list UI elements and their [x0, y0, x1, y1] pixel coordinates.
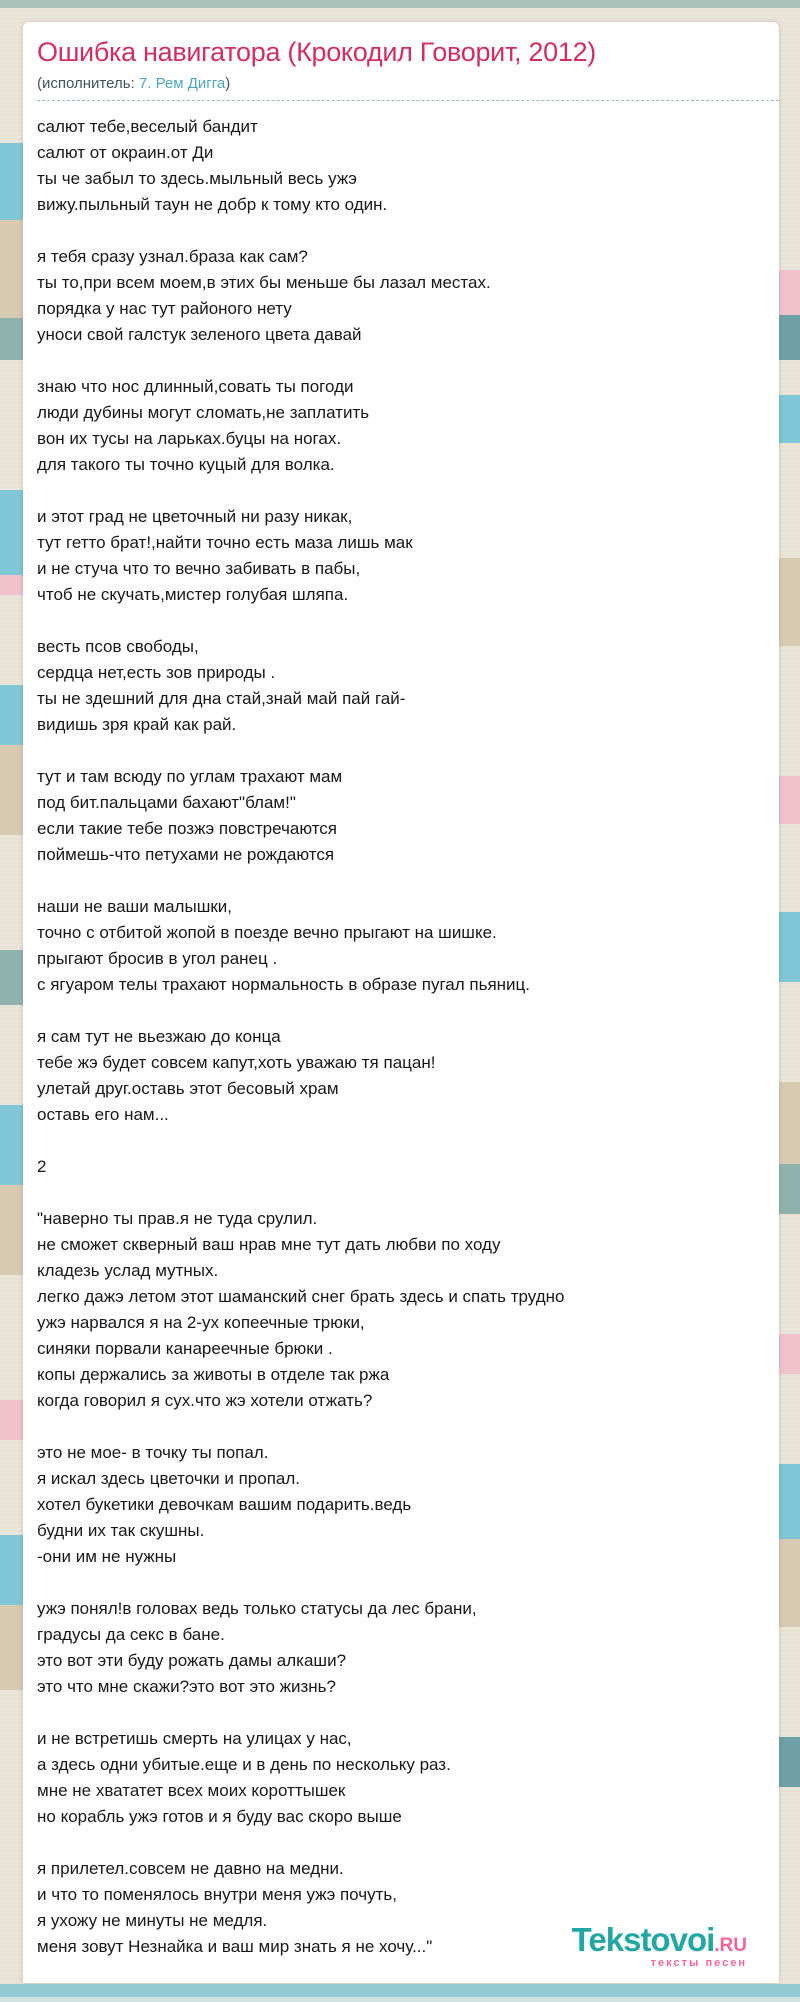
stripe-block: [779, 1787, 800, 1976]
stripe-block: [779, 1539, 800, 1627]
logo-tld: .RU: [714, 1935, 747, 1956]
lyric-line: это что мне скажи?это вот это жизнь?: [37, 1677, 336, 1696]
stripe-block: [0, 1275, 23, 1400]
lyric-line: с ягуаром телы трахают нормальность в образе пугал пьяниц.: [37, 975, 531, 994]
lyric-line: ты че забыл то здесь.мыльный весь ужэ: [37, 169, 357, 188]
bottom-border-light-bar: [0, 1997, 800, 2002]
stripe-block: [0, 575, 23, 595]
stanza: [37, 114, 765, 218]
lyric-line: салют тебе,веселый бандит: [37, 117, 258, 136]
top-border-bar: [0, 0, 800, 8]
artist-suffix-label: ): [225, 75, 231, 92]
stripe-block: [0, 835, 23, 950]
stripe-block: [779, 912, 800, 982]
dashed-separator: [37, 100, 779, 101]
stanza: [37, 1024, 765, 1128]
page-title: Ошибка навигатора (Крокодил Говорит, 2012): [37, 37, 596, 67]
stripe-block: [779, 982, 800, 1082]
lyric-line: наши не ваши малышки,: [37, 897, 232, 916]
lyric-line: люди дубины могут сломать,не заплатить: [37, 403, 370, 422]
stripe-block: [0, 220, 23, 318]
lyric-line: тебе жэ будет совсем капут,хоть уважаю тя пацан!: [37, 1053, 436, 1072]
stanza: [37, 374, 765, 478]
lyric-line: мне не хвататет всех моих короттышек: [37, 1781, 346, 1800]
lyric-line: я сам тут не вьезжаю до конца: [37, 1027, 281, 1046]
lyric-line: и не встретишь смерть на улицах у нас,: [37, 1729, 352, 1748]
stripe-block: [0, 143, 23, 220]
stripe-block: [779, 395, 800, 443]
lyric-line: улетай друг.оставь этот бесовый храм: [37, 1079, 339, 1098]
stripe-block: [0, 318, 23, 360]
stanza: [37, 1596, 765, 1700]
lyric-line: градусы да секс в бане.: [37, 1625, 225, 1644]
lyric-line: это не мое- в точку ты попал.: [37, 1443, 269, 1462]
stripe-block: [0, 685, 23, 745]
lyric-line: "наверно ты прав.я не туда срулил.: [37, 1209, 318, 1228]
lyrics-card: [23, 22, 779, 1983]
lyric-line: копы держались за животы в отделе так ржа: [37, 1365, 390, 1384]
lyric-line: ты не здешний для дна стай,знай май пай гай-: [37, 689, 406, 708]
lyric-line: тут и там всюду по углам трахают мам: [37, 767, 343, 786]
stripe-block: [0, 1185, 23, 1275]
lyric-line: весть псов свободы,: [37, 637, 199, 656]
lyric-line: хотел букетики девочкам вашим подарить.ведь: [37, 1495, 412, 1514]
stripe-block: [779, 443, 800, 558]
stanza: [37, 1440, 765, 1570]
artist-line: [37, 75, 765, 93]
stripe-block: [779, 1737, 800, 1787]
lyric-line: и не стуча что то вечно забивать в пабы,: [37, 559, 361, 578]
stripe-block: [0, 745, 23, 835]
stripe-block: [0, 1400, 23, 1440]
lyric-line: ты то,при всем моем,в этих бы меньше бы лазал местах.: [37, 273, 491, 292]
lyric-line: ужэ понял!в головах ведь только статусы да лес брани,: [37, 1599, 477, 1618]
lyric-line: не сможет скверный ваш нрав мне тут дать любви по ходу: [37, 1235, 501, 1254]
stanza: [37, 764, 765, 868]
lyric-line: и этот град не цветочный ни разу никак,: [37, 507, 353, 526]
stripe-block: [779, 360, 800, 395]
lyric-line: вон их тусы на ларьках.буцы на ногах.: [37, 429, 342, 448]
stripe-block: [779, 1164, 800, 1214]
lyric-line: я ухожу не минуты не медля.: [37, 1911, 268, 1930]
lyric-line: оставь его нам...: [37, 1105, 169, 1124]
site-logo[interactable]: [572, 1923, 747, 1969]
lyric-line: а здесь одни убитые.еще и в день по нескольку раз.: [37, 1755, 451, 1774]
lyric-line: точно с отбитой жопой в поезде вечно прыгают на шишке.: [37, 923, 497, 942]
stanza: [37, 244, 765, 348]
stripe-block: [779, 824, 800, 912]
stripe-block: [0, 595, 23, 685]
stripe-block: [0, 490, 23, 575]
lyric-line: салют от окраин.от Ди: [37, 143, 214, 162]
stanza: [37, 1726, 765, 1830]
stripe-block: [779, 315, 800, 360]
lyric-line: легко дажэ летом этот шаманский снег брать здесь и спать трудно: [37, 1287, 565, 1306]
left-decor-stripes: [0, 8, 23, 1984]
lyrics-text: [37, 114, 765, 1960]
stanza: [37, 634, 765, 738]
lyric-line: 2: [37, 1157, 47, 1176]
stripe-block: [779, 1334, 800, 1374]
lyric-line: вижу.пыльный таун не добр к тому кто один.: [37, 195, 388, 214]
stripe-block: [0, 1535, 23, 1605]
stripe-block: [779, 8, 800, 270]
stripe-block: [779, 1464, 800, 1539]
right-decor-stripes: [779, 8, 800, 1984]
lyric-line: уноси свой галстук зеленого цвета давай: [37, 325, 362, 344]
lyric-line: будни их так скушны.: [37, 1521, 205, 1540]
stanza: [37, 1206, 765, 1414]
lyric-line: это вот эти буду рожать дамы алкаши?: [37, 1651, 347, 1670]
lyric-line: видишь зря край как рай.: [37, 715, 237, 734]
stanza: [37, 504, 765, 608]
stripe-block: [0, 950, 23, 1005]
stripe-block: [779, 270, 800, 315]
stanza: [37, 894, 765, 998]
stripe-block: [779, 1627, 800, 1737]
lyric-line: чтоб не скучать,мистер голубая шляпа.: [37, 585, 349, 604]
stripe-block: [0, 1605, 23, 1690]
stripe-block: [0, 1440, 23, 1535]
stripe-block: [779, 1214, 800, 1334]
stripe-block: [0, 1105, 23, 1185]
stripe-block: [779, 776, 800, 824]
lyric-line: поймешь-что петухами не рождаются: [37, 845, 335, 864]
bottom-border-bar: [0, 1984, 800, 1997]
lyric-line: ужэ нарвался я на 2-ух копеечные трюки,: [37, 1313, 365, 1332]
stripe-block: [0, 360, 23, 490]
lyric-line: сердца нет,есть зов природы .: [37, 663, 276, 682]
stripe-block: [779, 1374, 800, 1464]
lyric-line: под бит.пальцами бахают"блам!": [37, 793, 296, 812]
lyric-line: для такого ты точно куцый для волка.: [37, 455, 335, 474]
lyric-line: -они им не нужны: [37, 1547, 177, 1566]
stripe-block: [779, 1082, 800, 1164]
stripe-block: [0, 1005, 23, 1105]
lyric-line: я искал здесь цветочки и пропал.: [37, 1469, 301, 1488]
lyric-line: когда говорил я сух.что жэ хотели отжать?: [37, 1391, 373, 1410]
lyric-line: если такие тебе позжэ повстречаются: [37, 819, 337, 838]
lyric-line: и что то поменялось внутри меня ужэ почуть,: [37, 1885, 397, 1904]
lyric-line: но корабль ужэ готов и я буду вас скоро выше: [37, 1807, 402, 1826]
lyric-line: кладезь услад мутных.: [37, 1261, 219, 1280]
lyric-line: синяки порвали канареечные брюки .: [37, 1339, 333, 1358]
lyric-line: знаю что нос длинный,совать ты погоди: [37, 377, 354, 396]
lyric-line: я тебя сразу узнал.браза как сам?: [37, 247, 308, 266]
lyric-line: прыгают бросив в угол ранец .: [37, 949, 278, 968]
stripe-block: [779, 558, 800, 646]
lyric-line: тут гетто брат!,найти точно есть маза лишь мак: [37, 533, 413, 552]
artist-link[interactable]: 7. Рем Дигга: [138, 75, 226, 92]
lyric-line: меня зовут Незнайка и ваш мир знать я не хочу...": [37, 1937, 433, 1956]
stripe-block: [779, 646, 800, 776]
stripe-block: [0, 1690, 23, 1976]
logo-text: Tekstovoi: [571, 1921, 715, 1958]
lyric-line: я прилетел.совсем не давно на медни.: [37, 1859, 344, 1878]
section-marker: [37, 1154, 765, 1180]
lyric-line: порядка у нас тут районого нету: [37, 299, 292, 318]
logo-tagline: тексты песен: [650, 1957, 747, 1969]
stripe-block: [0, 8, 23, 143]
artist-prefix-label: (исполнитель:: [37, 75, 135, 92]
